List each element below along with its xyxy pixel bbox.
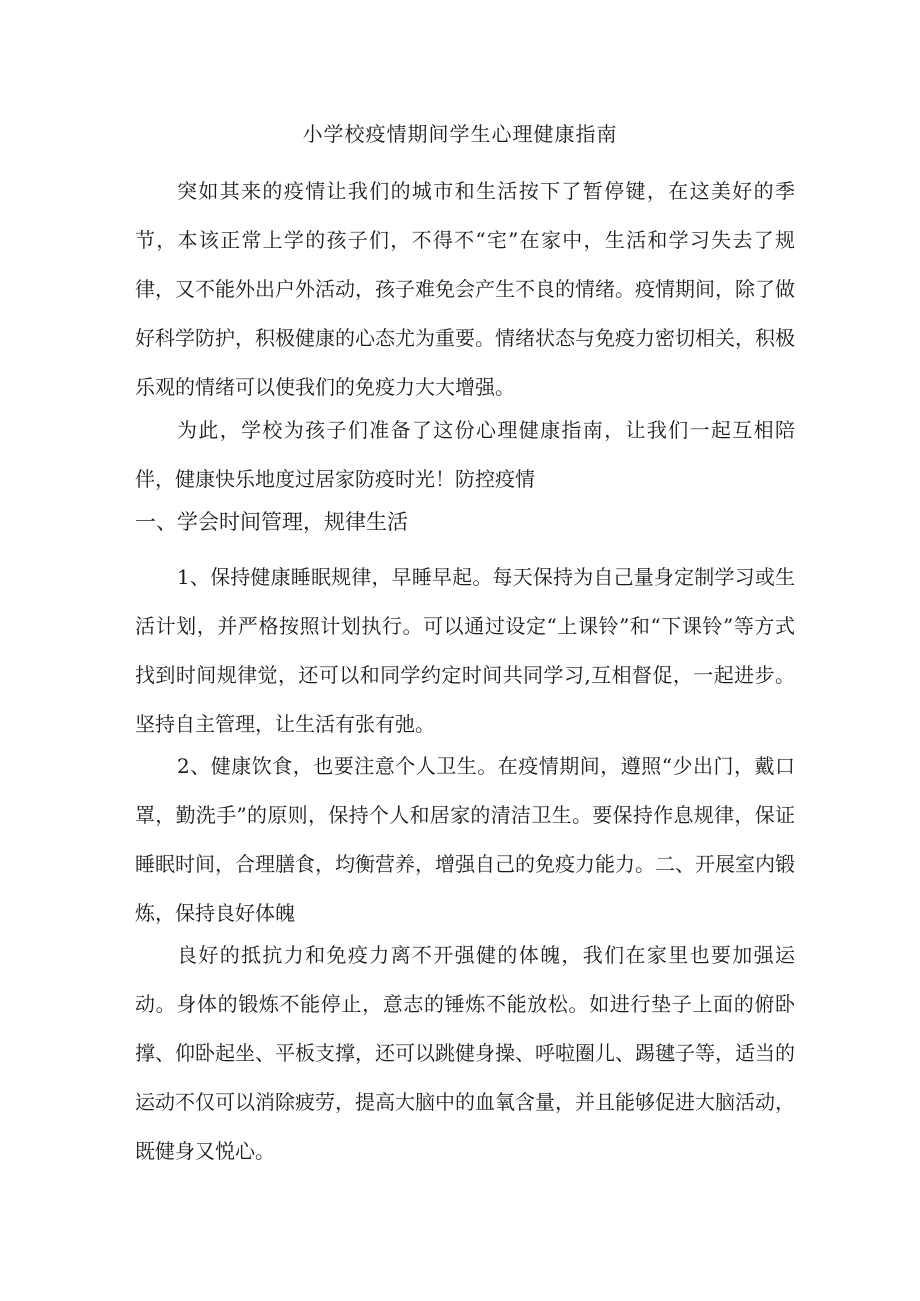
exercise-paragraph: 良好的抵抗力和免疫力离不开强健的体魄，我们在家里也要加强运动。身体的锻炼不能停止，意志的锤炼不能放松。如进行垫子上面的俯卧撑、仰卧起坐、平板支撑，还可以跳健身操、呼啦圈儿、踢毽子等，适当的运动不仅可以消除疲劳，提高大脑中的血氧含量，并且能够促进大脑活动，既健身又悦心。 xyxy=(135,943,795,1163)
document-title: 小学校疫情期间学生心理健康指南 xyxy=(302,122,618,146)
list-item-diet-hygiene: 2、健康饮食，也要注意个人卫生。在疫情期间，遵照“少出门，戴口罩，勤洗手”的原则，保持个人和居家的清洁卫生。要保持作息规律，保证睡眠时间，合理膳食，均衡营养，增强自己的免疫力能力。二、开展室内锻炼，保持良好体魄 xyxy=(135,754,795,925)
intro-paragraph: 突如其来的疫情让我们的城市和生活按下了暂停键，在这美好的季节，本该正常上学的孩子们，不得不“宅”在家中，生活和学习失去了规律，又不能外出户外活动，孩子难免会产生不良的情绪。疫情期间，除了做好科学防护，积极健康的心态尤为重要。情绪状态与免疫力密切相关，积极乐观的情绪可以使我们的免疫力大大增强。 xyxy=(135,179,795,399)
list-item-sleep-routine: 1、保持健康睡眠规律，早睡早起。每天保持为自己量身定制学习或生活计划，并严格按照计划执行。可以通过设定“上课铃”和“下课铃”等方式找到时间规律觉，还可以和同学约定时间共同学习,互相督促，一起进步。坚持自主管理，让生活有张有弛。 xyxy=(135,565,795,736)
purpose-paragraph: 为此，学校为孩子们准备了这份心理健康指南，让我们一起互相陪伴，健康快乐地度过居家防疫时光！防控疫情 xyxy=(135,418,795,491)
section-heading-time-management: 一、学会时间管理，规律生活 xyxy=(135,510,408,534)
